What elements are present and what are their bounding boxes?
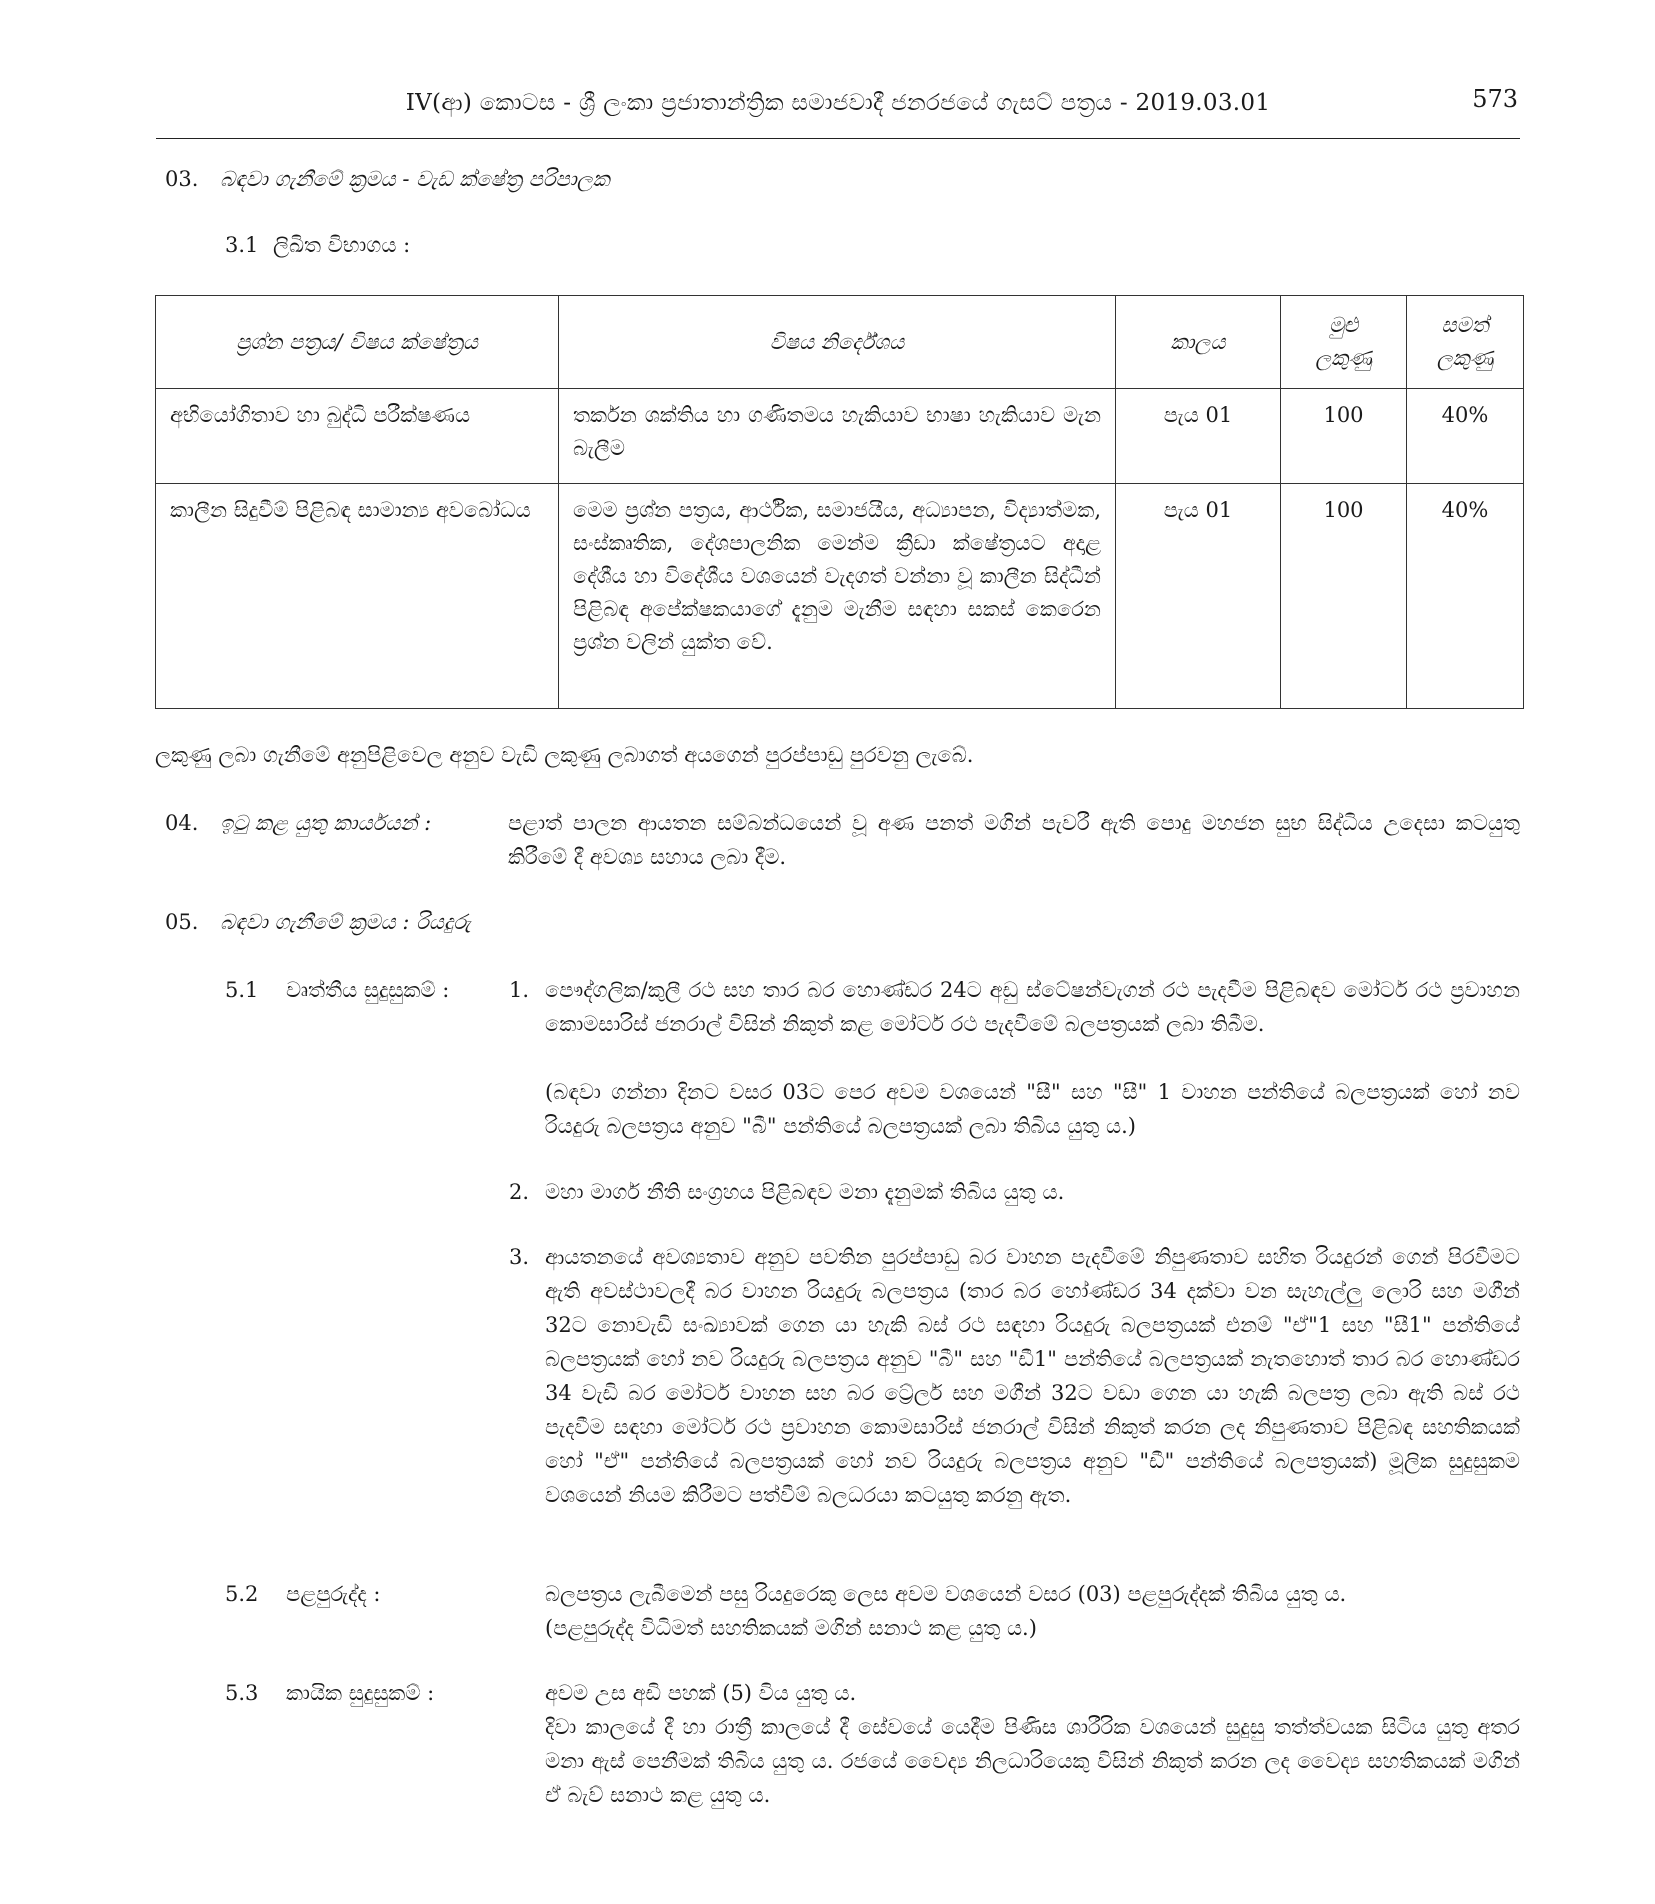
page-header: [156, 78, 1520, 139]
section-5-3-number: 5.3: [225, 1681, 259, 1705]
header-subject: ප්‍රශ්න පත්‍රය/ විෂය ක්ෂේත්‍රය: [156, 296, 559, 389]
table-row: [156, 389, 1524, 484]
section-5-3-label: කායික සුදුසුකම් :: [286, 1681, 435, 1705]
cell-subject: අභියෝගිතාව හා බුද්ධි පරීක්ෂණය: [156, 389, 559, 484]
qualification-item-2: මහා මාර්ග නීති සංග්‍රහය පිළිබඳව මනා දැනුමක් තිබිය යුතු ය.: [545, 1180, 1065, 1204]
header-syllabus: විෂය නිර්දේශය: [559, 296, 1116, 389]
gazette-title: IV(ආ) කොටස - ශ්‍රී ලංකා ප්‍රජාතාන්ත්‍රික සමාජවාදී ජනරජයේ ගැසට් පත්‍රය - 2019.03.01: [405, 90, 1271, 116]
list-item-number: 1.: [509, 978, 530, 1002]
header-duration: කාලය: [1116, 296, 1281, 389]
section-04-number: 04.: [165, 811, 199, 835]
table-header-row: [156, 296, 1524, 389]
section-03-title: බඳවා ගැනීමේ ක්‍රමය - වැඩ ක්ෂේත්‍ර පරිපාලක: [220, 167, 610, 191]
section-3-1-title: ලිඛිත විභාගය :: [273, 233, 411, 257]
qualification-item-1: පෞද්ගලික/කුලී රථ සහ තාර බර හොණ්ඩර 24ට අඩු ස්ටේෂන්වැගන් රථ පැදවීම පිළිබඳව මෝටර් රථ ප්‍රවාහන කොමසාරිස් ජනරාල් විසින් නිකුත් කළ මෝටර් රථ පැදවීමේ බලපත්‍රයක් ලබා තිබීම.: [545, 978, 1520, 1036]
page-number: 573: [1472, 85, 1518, 113]
list-item-number: 2.: [509, 1180, 530, 1204]
experience-text: බලපත්‍රය ලැබීමෙන් පසු රියදුරෙකු ලෙස අවම වශයෙන් වසර (03) පළපුරුද්දක් තිබිය යුතු ය.: [545, 1582, 1347, 1606]
list-item-number: 3.: [509, 1245, 530, 1269]
section-04-label: ඉටු කළ යුතු කාර්යයන් :: [220, 811, 432, 835]
section-5-2-number: 5.2: [225, 1582, 259, 1606]
cell-pass-marks: 40%: [1407, 389, 1524, 484]
ranking-note: ලකුණු ලබා ගැනීමේ අනුපිළිවෙල අනුව වැඩි ලකුණු ලබාගත් අයගෙන් පුරප්පාඩු පුරවනු ලැබේ.: [155, 743, 974, 767]
physical-height-requirement: අවම උස අඩි පහක් (5) විය යුතු ය.: [545, 1681, 857, 1705]
qualification-item-1-note: (බඳවා ගන්නා දිනට වසර 03ට පෙර අවම වශයෙන් "සී" සහ "සී" 1 වාහන පන්තියේ බලපත්‍රයක් හෝ නව රියදුරු බලපත්‍රය අනුව "බී" පන්තියේ බලපත්‍රයක් ලබා තිබිය යුතු ය.): [545, 1080, 1520, 1138]
cell-syllabus: තර්කන ශක්තිය හා ගණිතමය හැකියාව භාෂා හැකියාව මැන බැලීම: [559, 389, 1116, 484]
cell-duration: පැය 01: [1116, 389, 1281, 484]
qualification-item-3: ආයතනයේ අවශ්‍යතාව අනුව පවතින පුරප්පාඩු බර වාහන පැදවීමේ නිපුණතාව සහිත රියදුරන් ගෙන් පිරවීමට ඇති අවස්ථාවලදී බර වාහන රියදුරු බලපත්‍රය (තාර බර හෝණ්ඩර 34 දක්වා වන සැහැල්ලු ලොරි සහ මගීන් 32ට නොවැඩි සංඛ්‍යාවක් ගෙන යා හැකි බස් රථ සඳහා රියදුරු බලපත්‍රයක් එනම් "ඒ"1 සහ "සී1" පන්තියේ බලපත්‍රයක් හෝ නව රියදුරු බලපත්‍රය අනුව "බී" සහ "ඩී1" පන්තියේ බලපත්‍රයක් නැතහොත් තාර බර හොණ්ඩර 34 වැඩි බර මෝටර් වාහන සහ බර ට්‍රේලර් සහ මගීන් 32ට වඩා ගෙන යා හැකි බලපත්‍ර ලබා ඇති බස් රථ පැදවීම සඳහා මෝටර් රථ ප්‍රවාහන කොමසාරිස් ජනරාල් විසින් නිකුත් කරන ලද නිපුණතාව පිළිබඳ සහතිකයක් හෝ "ඒ" පන්තියේ බලපත්‍රයක් හෝ නව රියදුරු බලපත්‍රය අනුව "ඩී" පන්තියේ බලපත්‍රයක්) මූලික සුදුසුකම වශයෙන් නියම කිරීමට පත්වීම් බලධරයා කටයුතු කරනු ඇත.: [545, 1245, 1520, 1507]
section-05-title: බඳවා ගැනීමේ ක්‍රමය : රියදුරු: [220, 910, 471, 934]
header-pass-marks: සමත් ලකුණු: [1407, 296, 1524, 389]
cell-total-marks: 100: [1281, 389, 1407, 484]
physical-fitness-text: දිවා කාලයේ දී හා රාත්‍රී කාලයේ දී සේවයේ යෙදීම පිණිස ශාරීරික වශයෙන් සුදුසු තත්ත්වයක සිටිය යුතු අතර මනා ඇස් පෙනීමක් තිබිය යුතු ය. රජයේ වෛද්‍ය නිලධාරියෙකු විසින් නිකුත් කරන ලද වෛද්‍ය සහතිකයක් මගින් ඒ බැව් සනාථ කළ යුතු ය.: [545, 1715, 1520, 1807]
section-5-2-label: පළපුරුද්ද :: [286, 1582, 381, 1606]
section-04-text: පළාත් පාලන ආයතන සම්බන්ධයෙන් වූ අණ පනත් මගින් පැවරී ඇති පොදු මහජන සුභ සිද්ධිය උදෙසා කටයුතු කිරීමේ දී අවශ්‍ය සහාය ලබා දීම.: [508, 811, 1520, 869]
section-5-1-number: 5.1: [225, 978, 259, 1002]
experience-note: (පළපුරුද්ද විධිමත් සහතිකයක් මගින් සනාථ කළ යුතු ය.): [545, 1616, 1037, 1640]
written-exam-table: [155, 295, 1524, 709]
table-row: [156, 484, 1524, 709]
cell-duration: පැය 01: [1116, 484, 1281, 709]
section-03-number: 03.: [165, 167, 199, 191]
cell-subject: කාලීන සිදුවීම් පිළිබඳ සාමාන්‍ය අවබෝධය: [156, 484, 559, 709]
section-3-1-number: 3.1: [225, 233, 259, 257]
header-total-marks: මුළු ලකුණු: [1281, 296, 1407, 389]
section-05-number: 05.: [165, 910, 199, 934]
cell-syllabus: මෙම ප්‍රශ්න පත්‍රය, ආර්ථික, සමාජයීය, අධ්‍යාපන, විද්‍යාත්මක, සංස්කෘතික, දේශපාලනික මෙන්ම ක්‍රීඩා ක්ෂේත්‍රයට අදාළ දේශීය හා විදේශීය වශයෙන් වැදගත් වන්නා වූ කාලීන සිද්ධීන් පිළිබඳ අපේක්ෂකයාගේ දැනුම මැනීම සඳහා සකස් කෙරෙන ප්‍රශ්න වලින් යුක්ත වේ.: [559, 484, 1116, 709]
section-5-1-label: වෘත්තීය සුදුසුකම් :: [286, 978, 450, 1002]
cell-pass-marks: 40%: [1407, 484, 1524, 709]
cell-total-marks: 100: [1281, 484, 1407, 709]
